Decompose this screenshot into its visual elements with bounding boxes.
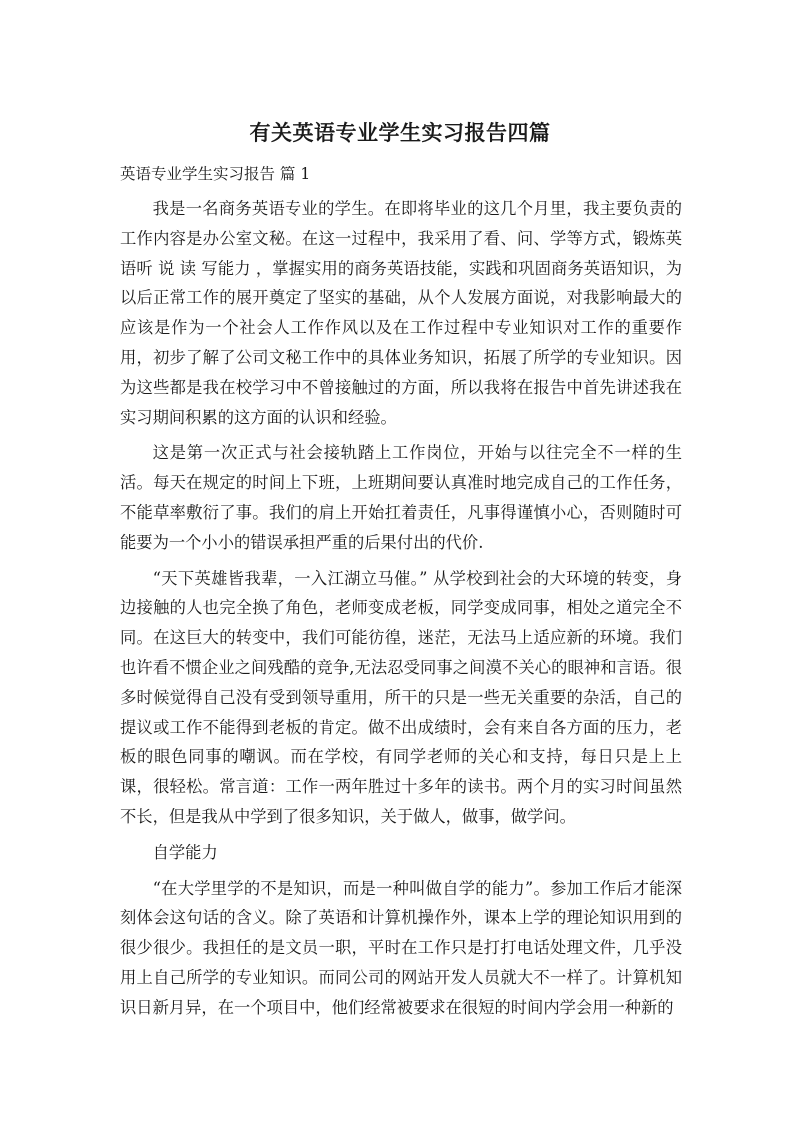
paragraph-3: “天下英雄皆我辈，一入江湖立马催。” 从学校到社会的大环境的转变，身边接触的人也完全换了角色，老师变成老板，同学变成同事，相处之道完全不同。在这巨大的转变中，我们可能彷徨，迷茫，无法马上适应新的环境。我们也许看不惯企业之间残酷的竞争,无法忍受同事之间漠不关心的眼神和言语。很多时候觉得自己没有受到领导重用，所干的只是一些无关重要的杂活，自己的提议或工作不能得到老板的肯定。做不出成绩时，会有来自各方面的压力，老板的眼色同事的嘲讽。而在学校，有同学老师的关心和支持，每日只是上上课，很轻松。常言道：工作一两年胜过十多年的读书。两个月的实习时间虽然不长，但是我从中学到了很多知识，关于做人，做事，做学问。 <box>120 568 682 826</box>
section-subtitle: 英语专业学生实习报告 篇 1 <box>120 165 311 183</box>
paragraph-2: 这是第一次正式与社会接轨踏上工作岗位，开始与以往完全不一样的生活。每天在规定的时间上下班，上班期间要认真准时地完成自己的工作任务，不能草率敷衍了事。我们的肩上开始扛着责任，凡事得谨慎小心，否则随时可能要为一个小小的错误承担严重的后果付出的代价. <box>120 443 682 552</box>
paragraph-4: “在大学里学的不是知识，而是一种叫做自学的能力”。参加工作后才能深刻体会这句话的含义。除了英语和计算机操作外，课本上学的理论知识用到的很少很少。我担任的是文员一职，平时在工作只是打打电话处理文件，几乎没用上自己所学的专业知识。而同公司的网站开发人员就大不一样了。计算机知识日新月异，在一个项目中，他们经常被要求在很短的时间内学会用一种新的 <box>120 878 682 1017</box>
paragraph-1: 我是一名商务英语专业的学生。在即将毕业的这几个月里，我主要负责的工作内容是办公室文秘。在这一过程中，我采用了看、问、学等方式，锻炼英语听 说 读 写能力 ，掌握实用的商务英语技能，实践和巩固商务英语知识，为以后正常工作的展开奠定了坚实的基础，从个人发展方面说，对我影响最大的应该是作为一个社会人工作作风以及在工作过程中专业知识对工作的重要作用，初步了解了公司文秘工作中的具体业务知识，拓展了所学的专业知识。因为这些都是我在校学习中不曾接触过的方面，所以我将在报告中首先讲述我在实习期间积累的这方面的认识和经验。 <box>120 199 682 427</box>
document-title: 有关英语专业学生实习报告四篇 <box>249 121 551 145</box>
document-body <box>120 194 682 1029</box>
section-heading: 自学能力 <box>152 842 218 862</box>
